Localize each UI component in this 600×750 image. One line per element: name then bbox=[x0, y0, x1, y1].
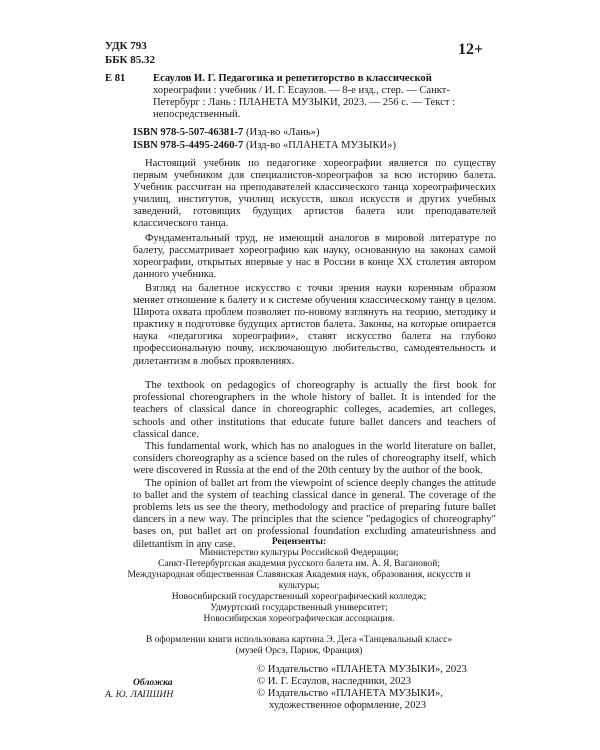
ru-abstract-paragraph: Взгляд на балетное искусство с точки зрения науки коренным образом меняет отношение к балету и к системе обучения классическому танцу в целом. Широта охвата проблем позволяет по-новому взглянуть на теорию, методику и практику в подготовке будущих артистов балета. Законы, на которые опирается наука «педагогика хореографии», ставят искусство балета на глубоко профессиональную почву, исключающую любительство, самодеятельность и дилетантизм в любых проявлениях. bbox=[133, 282, 496, 367]
isbn-line bbox=[133, 140, 396, 152]
bib-line: Петербург : Лань : ПЛАНЕТА МУЗЫКИ, 2023. — 256 с. — Текст : bbox=[153, 97, 456, 109]
ru-abstract bbox=[133, 158, 496, 368]
reviewers-block bbox=[113, 536, 485, 624]
reviewer-line: Международная общественная Славянская Академия наук, образования, искусств и bbox=[127, 569, 471, 580]
reviewer-line: Новосибирская хореографическая ассоциация. bbox=[203, 613, 395, 624]
isbn-line bbox=[133, 127, 320, 139]
en-abstract-paragraph: The opinion of ballet art from the viewpoint of science deeply changes the attitude to ballet and the system of teaching classical dance in general. The coverage of the problems lets us see the theory, methodology and practice of preparing future ballet dancers in a new way. The principles that the science "pedagogics of choreography" bases on, put ballet art on professional foundation excluding amateurishness and dilettantism in any case. bbox=[133, 477, 496, 550]
copyright-line: художественное оформление, 2023 bbox=[269, 700, 426, 712]
age-rating-badge: 12+ bbox=[458, 41, 484, 58]
reviewer-line: Министерство культуры Российской Федерации; bbox=[199, 547, 399, 558]
bib-description bbox=[153, 73, 498, 121]
reviewer-line: Новосибирский государственный хореографический колледж; bbox=[171, 591, 427, 602]
bib-code: Е 81 bbox=[105, 73, 126, 84]
en-abstract bbox=[133, 380, 496, 551]
copyright-line: © И. Г. Есаулов, наследники, 2023 bbox=[257, 676, 412, 688]
bib-line: Есаулов И. Г. Педагогика и репетиторство в классической bbox=[153, 73, 432, 84]
cover-credit-label: Обложка bbox=[133, 677, 173, 688]
cover-note-line: (музей Орсэ, Париж, Франция) bbox=[235, 645, 363, 656]
copyright-block bbox=[257, 664, 497, 712]
isbn-number: ISBN 978-5-4495-2460-7 bbox=[133, 140, 244, 151]
en-abstract-paragraph: The textbook on pedagogics of choreography is actually the first book for professional choreographers in the whole history of ballet. It is intended for the teachers of classical dance in choreographic colleges, academies, art colleges, schools and other institutions that educate future ballet dancers and teachers of classical dance. bbox=[133, 380, 496, 440]
en-abstract-paragraph: This fundamental work, which has no analogues in the world literature on ballet, considers choreography as a science based on the rules of choreography itself, which were discovered in Russia at the end of the 20th century by the author of the book. bbox=[133, 441, 496, 477]
isbn-publisher: (Изд-во «ПЛАНЕТА МУЗЫКИ») bbox=[246, 140, 396, 151]
cover-note-line: В оформлении книги использована картина Э. Дега «Танцевальный класс» bbox=[145, 634, 453, 645]
bib-line: непосредственный. bbox=[153, 109, 241, 121]
copyright-line: © Издательство «ПЛАНЕТА МУЗЫКИ», 2023 bbox=[257, 664, 467, 675]
reviewer-line: Санкт-Петербургская академия русского балета им. А. Я. Вагановой; bbox=[157, 558, 441, 569]
ru-abstract-paragraph: Фундаментальный труд, не имеющий аналогов в мировой литературе по балету, рассматривает хореографию как науку, основанную на законах самой хореографии, открытых впервые у нас в России в конце XX столетия автором данного учебника. bbox=[133, 232, 496, 280]
reviewer-line: Удмуртский государственный университет; bbox=[210, 602, 388, 613]
udk-code: УДК 793 bbox=[105, 40, 147, 52]
reviewers-title: Рецензенты: bbox=[271, 536, 327, 547]
cover-credit-name: А. Ю. ЛАПШИН bbox=[105, 689, 174, 700]
cover-note bbox=[113, 634, 485, 656]
ru-abstract-paragraph: Настоящий учебник по педагогике хореографии является по существу первым учебником для специалистов-хореографов за всю историю балета. Учебник рассчитан на преподавателей классического танца хореографических училищ, институтов, училищ искусств, школ искусств и других учебных заведений, готовящих будущих артистов балета или преподавателей классического танца. bbox=[133, 158, 496, 230]
reviewer-line: культуры; bbox=[278, 580, 320, 591]
bib-line: хореографии : учебник / И. Г. Есаулов. — 8-е изд., стер. — Санкт- bbox=[153, 85, 450, 97]
isbn-number: ISBN 978-5-507-46381-7 bbox=[133, 127, 244, 138]
bbk-code: ББК 85.32 bbox=[105, 54, 156, 66]
copyright-line: © Издательство «ПЛАНЕТА МУЗЫКИ», bbox=[257, 688, 443, 700]
isbn-publisher: (Изд-во «Лань») bbox=[246, 127, 320, 138]
